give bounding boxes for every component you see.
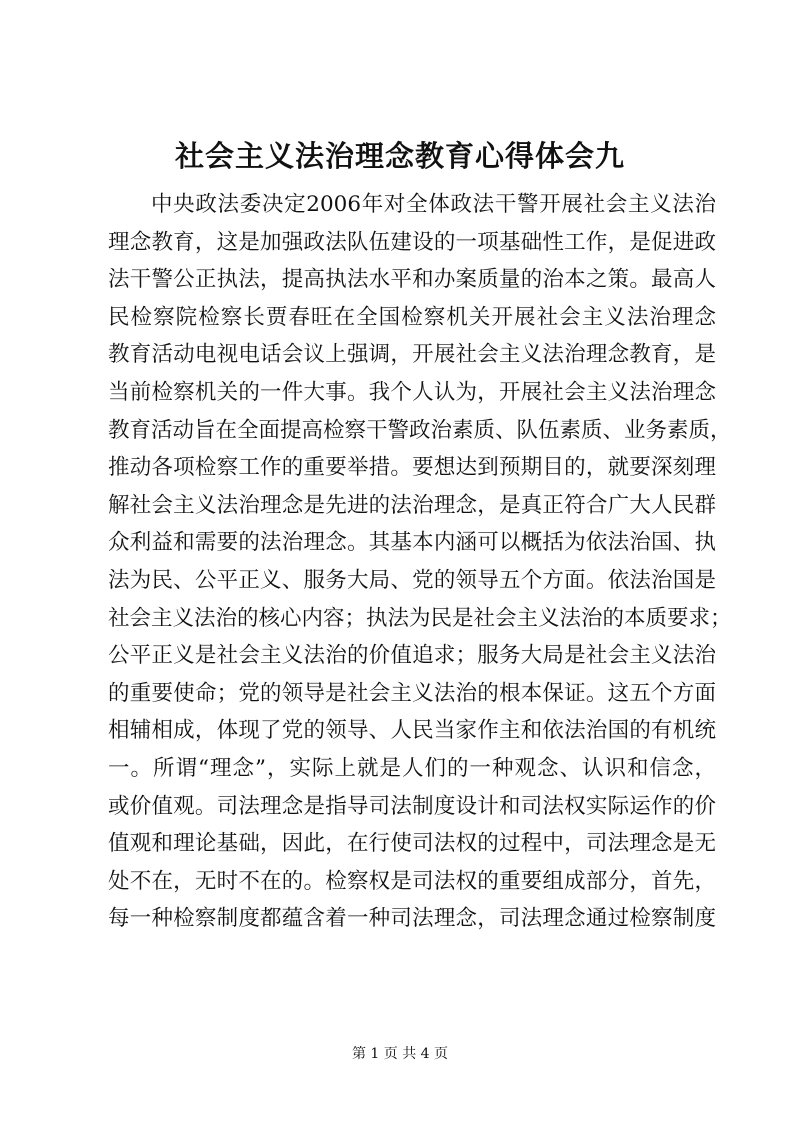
text-line: 民检察院检察长贾春旺在全国检察机关开展社会主义法治理念 [108,304,716,330]
text-line: 理念教育，这是加强政法队伍建设的一项基础性工作，是促进政 [108,229,716,255]
text-line: 处不在，无时不在的。检察权是司法权的重要组成部分，首先， [108,868,716,894]
document-title: 社会主义法治理念教育心得体会九 [174,139,625,173]
text-line: 或价值观。司法理念是指导司法制度设计和司法权实际运作的价 [108,793,716,819]
text-line: 相辅相成，体现了党的领导、人民当家作主和依法治国的有机统 [108,718,716,744]
text-line: 一。所谓“理念”，实际上就是人们的一种观念、认识和信念， [108,755,716,781]
text-line: 法为民、公平正义、服务大局、党的领导五个方面。依法治国是 [108,567,716,593]
text-line: 社会主义法治的核心内容；执法为民是社会主义法治的本质要求； [108,605,732,631]
page-number-footer: 第 1 页 共 4 页 [351,1046,449,1062]
text-line: 公平正义是社会主义法治的价值追求；服务大局是社会主义法治 [108,643,716,669]
text-line: 法干警公正执法，提高执法水平和办案质量的治本之策。最高人 [108,267,716,293]
text-line: 教育活动旨在全面提高检察干警政治素质、队伍素质、业务素质， [108,417,732,443]
text-line: 当前检察机关的一件大事。我个人认为，开展社会主义法治理念 [108,379,716,405]
body-paragraph [108,186,732,938]
text-line: 值观和理论基础，因此，在行使司法权的过程中，司法理念是无 [108,831,716,857]
text-line: 的重要使命；党的领导是社会主义法治的根本保证。这五个方面 [108,680,716,706]
text-line: 每一种检察制度都蕴含着一种司法理念，司法理念通过检察制度 [108,906,716,932]
text-line: 中央政法委决定2006年对全体政法干警开展社会主义法治 [151,192,716,217]
text-line: 推动各项检察工作的重要举措。要想达到预期目的，就要深刻理 [108,455,716,481]
text-line: 解社会主义法治理念是先进的法治理念，是真正符合广大人民群 [108,492,716,518]
text-line: 众利益和需要的法治理念。其基本内涵可以概括为依法治国、执 [108,530,716,556]
text-line: 教育活动电视电话会议上强调，开展社会主义法治理念教育，是 [108,342,716,368]
